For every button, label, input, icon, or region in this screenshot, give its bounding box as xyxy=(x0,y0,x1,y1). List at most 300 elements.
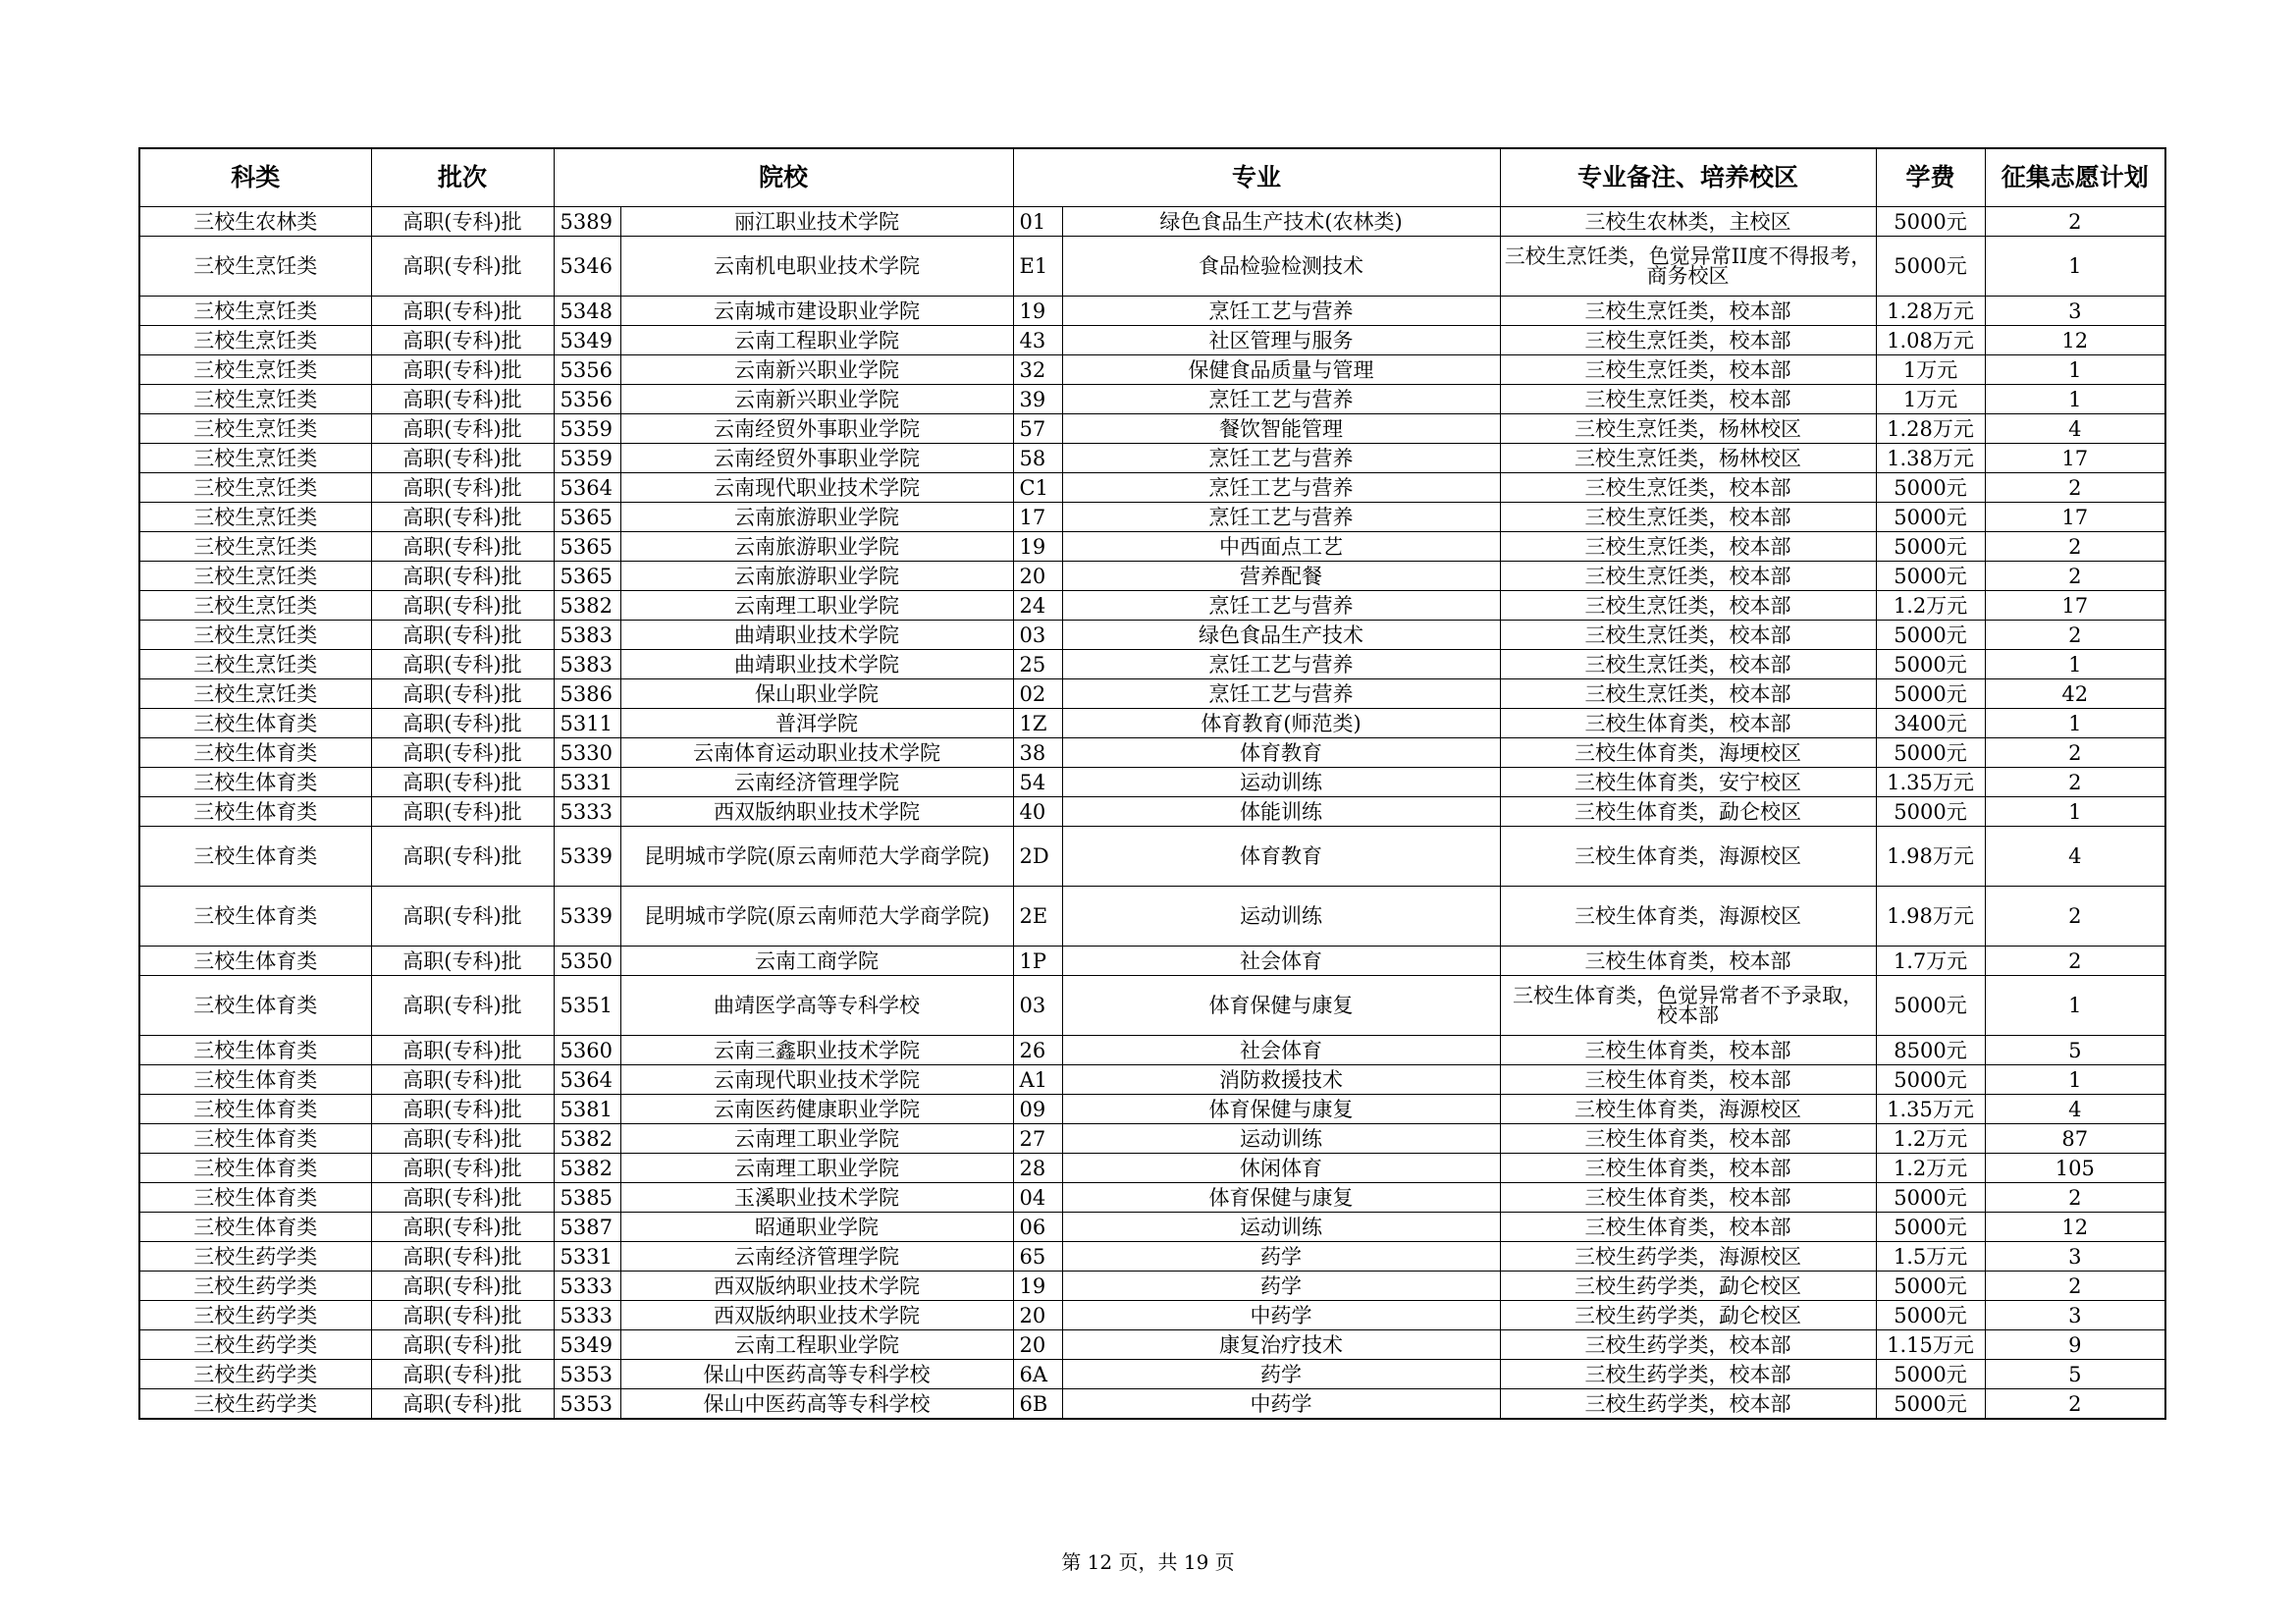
cell-school: 云南经贸外事职业学院 xyxy=(620,414,1013,444)
cell-school: 曲靖医学高等专科学校 xyxy=(620,976,1013,1036)
cell-major-code: 28 xyxy=(1013,1154,1062,1183)
cell-school: 西双版纳职业技术学院 xyxy=(620,1301,1013,1330)
cell-major: 社会体育 xyxy=(1062,1036,1500,1065)
table-row xyxy=(139,297,2165,326)
table-row xyxy=(139,1124,2165,1154)
table-row xyxy=(139,1242,2165,1272)
cell-major-code: 38 xyxy=(1013,738,1062,768)
cell-batch: 高职(专科)批 xyxy=(371,887,554,947)
cell-school-code: 5387 xyxy=(554,1213,620,1242)
cell-fee: 1万元 xyxy=(1876,385,1985,414)
cell-major-code: 20 xyxy=(1013,1330,1062,1360)
cell-note: 三校生烹饪类，校本部 xyxy=(1500,532,1876,562)
cell-major: 绿色食品生产技术(农林类) xyxy=(1062,207,1500,237)
table-row xyxy=(139,1389,2165,1420)
cell-note: 三校生体育类，海埂校区 xyxy=(1500,738,1876,768)
cell-major: 体育保健与康复 xyxy=(1062,1095,1500,1124)
cell-batch: 高职(专科)批 xyxy=(371,738,554,768)
table-row xyxy=(139,679,2165,709)
cell-school: 普洱学院 xyxy=(620,709,1013,738)
cell-major: 食品检验检测技术 xyxy=(1062,237,1500,297)
cell-batch: 高职(专科)批 xyxy=(371,797,554,827)
cell-school: 云南经贸外事职业学院 xyxy=(620,444,1013,473)
cell-plan: 1 xyxy=(1985,355,2165,385)
cell-school: 云南理工职业学院 xyxy=(620,591,1013,621)
cell-note: 三校生烹饪类，杨林校区 xyxy=(1500,444,1876,473)
table-row xyxy=(139,473,2165,503)
cell-major-code: 20 xyxy=(1013,562,1062,591)
cell-fee: 5000元 xyxy=(1876,650,1985,679)
cell-plan: 4 xyxy=(1985,1095,2165,1124)
header-fee: 学费 xyxy=(1876,148,1985,207)
cell-school-code: 5330 xyxy=(554,738,620,768)
cell-note: 三校生烹饪类，校本部 xyxy=(1500,679,1876,709)
cell-school-code: 5346 xyxy=(554,237,620,297)
cell-note: 三校生体育类，校本部 xyxy=(1500,709,1876,738)
cell-plan: 1 xyxy=(1985,650,2165,679)
cell-major: 烹饪工艺与营养 xyxy=(1062,444,1500,473)
cell-school-code: 5349 xyxy=(554,326,620,355)
header-plan: 征集志愿计划 xyxy=(1985,148,2165,207)
cell-school: 昆明城市学院(原云南师范大学商学院) xyxy=(620,887,1013,947)
cell-plan: 1 xyxy=(1985,237,2165,297)
cell-major: 烹饪工艺与营养 xyxy=(1062,385,1500,414)
cell-batch: 高职(专科)批 xyxy=(371,326,554,355)
cell-fee: 1.5万元 xyxy=(1876,1242,1985,1272)
cell-major-code: 20 xyxy=(1013,1301,1062,1330)
cell-major-code: 03 xyxy=(1013,976,1062,1036)
header-batch: 批次 xyxy=(371,148,554,207)
cell-major-code: 02 xyxy=(1013,679,1062,709)
cell-school-code: 5311 xyxy=(554,709,620,738)
header-major: 专业 xyxy=(1013,148,1500,207)
cell-school: 云南新兴职业学院 xyxy=(620,355,1013,385)
cell-major-code: 1P xyxy=(1013,947,1062,976)
cell-school-code: 5353 xyxy=(554,1360,620,1389)
cell-major-code: E1 xyxy=(1013,237,1062,297)
cell-note: 三校生体育类，校本部 xyxy=(1500,1183,1876,1213)
cell-plan: 2 xyxy=(1985,621,2165,650)
cell-category: 三校生体育类 xyxy=(139,1036,371,1065)
cell-plan: 5 xyxy=(1985,1360,2165,1389)
cell-fee: 5000元 xyxy=(1876,679,1985,709)
cell-major-code: 01 xyxy=(1013,207,1062,237)
cell-fee: 1万元 xyxy=(1876,355,1985,385)
cell-major: 烹饪工艺与营养 xyxy=(1062,679,1500,709)
cell-batch: 高职(专科)批 xyxy=(371,1154,554,1183)
cell-category: 三校生烹饪类 xyxy=(139,650,371,679)
cell-major-code: 04 xyxy=(1013,1183,1062,1213)
cell-major: 运动训练 xyxy=(1062,887,1500,947)
table-row xyxy=(139,650,2165,679)
cell-note: 三校生烹饪类，校本部 xyxy=(1500,385,1876,414)
cell-plan: 2 xyxy=(1985,1389,2165,1420)
cell-category: 三校生烹饪类 xyxy=(139,679,371,709)
cell-major-code: 24 xyxy=(1013,591,1062,621)
cell-school-code: 5356 xyxy=(554,355,620,385)
cell-school: 曲靖职业技术学院 xyxy=(620,650,1013,679)
cell-major: 烹饪工艺与营养 xyxy=(1062,473,1500,503)
cell-school: 云南理工职业学院 xyxy=(620,1124,1013,1154)
cell-major-code: 17 xyxy=(1013,503,1062,532)
admission-plan-table xyxy=(138,147,2166,1420)
cell-batch: 高职(专科)批 xyxy=(371,503,554,532)
cell-major-code: 43 xyxy=(1013,326,1062,355)
cell-major: 休闲体育 xyxy=(1062,1154,1500,1183)
cell-school: 云南现代职业技术学院 xyxy=(620,473,1013,503)
cell-school-code: 5382 xyxy=(554,1154,620,1183)
table-row xyxy=(139,947,2165,976)
cell-note: 三校生烹饪类，校本部 xyxy=(1500,355,1876,385)
cell-category: 三校生药学类 xyxy=(139,1330,371,1360)
cell-major: 体育保健与康复 xyxy=(1062,976,1500,1036)
cell-school-code: 5339 xyxy=(554,827,620,887)
cell-plan: 4 xyxy=(1985,827,2165,887)
cell-category: 三校生体育类 xyxy=(139,1154,371,1183)
cell-plan: 17 xyxy=(1985,444,2165,473)
cell-batch: 高职(专科)批 xyxy=(371,385,554,414)
cell-fee: 1.15万元 xyxy=(1876,1330,1985,1360)
cell-category: 三校生药学类 xyxy=(139,1242,371,1272)
cell-plan: 1 xyxy=(1985,797,2165,827)
cell-major: 烹饪工艺与营养 xyxy=(1062,650,1500,679)
cell-fee: 8500元 xyxy=(1876,1036,1985,1065)
cell-category: 三校生药学类 xyxy=(139,1272,371,1301)
cell-fee: 5000元 xyxy=(1876,207,1985,237)
cell-major-code: 57 xyxy=(1013,414,1062,444)
cell-school: 西双版纳职业技术学院 xyxy=(620,797,1013,827)
cell-major: 消防救援技术 xyxy=(1062,1065,1500,1095)
cell-category: 三校生烹饪类 xyxy=(139,297,371,326)
cell-major-code: 06 xyxy=(1013,1213,1062,1242)
cell-batch: 高职(专科)批 xyxy=(371,679,554,709)
cell-note: 三校生烹饪类，校本部 xyxy=(1500,473,1876,503)
cell-major: 药学 xyxy=(1062,1360,1500,1389)
table-row xyxy=(139,797,2165,827)
cell-category: 三校生农林类 xyxy=(139,207,371,237)
cell-batch: 高职(专科)批 xyxy=(371,709,554,738)
cell-major-code: 6A xyxy=(1013,1360,1062,1389)
page-footer: 第 12 页，共 19 页 xyxy=(1061,1550,1235,1574)
cell-school-code: 5365 xyxy=(554,532,620,562)
cell-category: 三校生烹饪类 xyxy=(139,414,371,444)
cell-school-code: 5333 xyxy=(554,797,620,827)
cell-school-code: 5333 xyxy=(554,1301,620,1330)
cell-note: 三校生烹饪类，校本部 xyxy=(1500,503,1876,532)
cell-major-code: 65 xyxy=(1013,1242,1062,1272)
cell-major: 中西面点工艺 xyxy=(1062,532,1500,562)
header-school: 院校 xyxy=(554,148,1013,207)
cell-category: 三校生烹饪类 xyxy=(139,237,371,297)
cell-major: 中药学 xyxy=(1062,1389,1500,1420)
cell-major: 绿色食品生产技术 xyxy=(1062,621,1500,650)
cell-note: 三校生体育类，校本部 xyxy=(1500,1036,1876,1065)
cell-major: 餐饮智能管理 xyxy=(1062,414,1500,444)
cell-category: 三校生体育类 xyxy=(139,887,371,947)
cell-category: 三校生体育类 xyxy=(139,827,371,887)
cell-major: 运动训练 xyxy=(1062,1124,1500,1154)
cell-school: 昆明城市学院(原云南师范大学商学院) xyxy=(620,827,1013,887)
cell-note: 三校生烹饪类，校本部 xyxy=(1500,650,1876,679)
table-row xyxy=(139,1360,2165,1389)
cell-school-code: 5350 xyxy=(554,947,620,976)
cell-school: 云南城市建设职业学院 xyxy=(620,297,1013,326)
cell-major-code: 2E xyxy=(1013,887,1062,947)
cell-plan: 17 xyxy=(1985,591,2165,621)
table-row xyxy=(139,1065,2165,1095)
cell-fee: 5000元 xyxy=(1876,976,1985,1036)
table-row xyxy=(139,562,2165,591)
cell-plan: 2 xyxy=(1985,532,2165,562)
cell-category: 三校生烹饪类 xyxy=(139,532,371,562)
table-row xyxy=(139,768,2165,797)
cell-plan: 12 xyxy=(1985,1213,2165,1242)
cell-school-code: 5385 xyxy=(554,1183,620,1213)
table-row xyxy=(139,326,2165,355)
cell-fee: 5000元 xyxy=(1876,562,1985,591)
cell-school: 玉溪职业技术学院 xyxy=(620,1183,1013,1213)
table-row xyxy=(139,709,2165,738)
table-row xyxy=(139,355,2165,385)
cell-school: 云南经济管理学院 xyxy=(620,1242,1013,1272)
cell-category: 三校生烹饪类 xyxy=(139,326,371,355)
cell-note: 三校生药学类，勐仑校区 xyxy=(1500,1272,1876,1301)
table-row xyxy=(139,237,2165,297)
cell-school: 云南三鑫职业技术学院 xyxy=(620,1036,1013,1065)
cell-batch: 高职(专科)批 xyxy=(371,1389,554,1420)
cell-fee: 5000元 xyxy=(1876,1272,1985,1301)
cell-note: 三校生体育类，色觉异常者不予录取，校本部 xyxy=(1500,976,1876,1036)
cell-batch: 高职(专科)批 xyxy=(371,1360,554,1389)
cell-fee: 5000元 xyxy=(1876,1360,1985,1389)
cell-category: 三校生药学类 xyxy=(139,1360,371,1389)
cell-category: 三校生体育类 xyxy=(139,1095,371,1124)
cell-category: 三校生烹饪类 xyxy=(139,591,371,621)
cell-batch: 高职(专科)批 xyxy=(371,947,554,976)
cell-batch: 高职(专科)批 xyxy=(371,473,554,503)
cell-fee: 1.28万元 xyxy=(1876,297,1985,326)
cell-school-code: 5353 xyxy=(554,1389,620,1420)
cell-major: 体育教育 xyxy=(1062,738,1500,768)
cell-school-code: 5382 xyxy=(554,1124,620,1154)
cell-fee: 1.38万元 xyxy=(1876,444,1985,473)
cell-school-code: 5365 xyxy=(554,503,620,532)
cell-school-code: 5359 xyxy=(554,444,620,473)
cell-fee: 5000元 xyxy=(1876,797,1985,827)
cell-plan: 2 xyxy=(1985,207,2165,237)
cell-plan: 3 xyxy=(1985,1301,2165,1330)
cell-note: 三校生烹饪类，校本部 xyxy=(1500,326,1876,355)
cell-major-code: 19 xyxy=(1013,532,1062,562)
cell-fee: 1.35万元 xyxy=(1876,768,1985,797)
cell-school-code: 5331 xyxy=(554,768,620,797)
cell-category: 三校生烹饪类 xyxy=(139,355,371,385)
cell-note: 三校生烹饪类，校本部 xyxy=(1500,297,1876,326)
cell-category: 三校生体育类 xyxy=(139,1213,371,1242)
cell-plan: 2 xyxy=(1985,562,2165,591)
cell-note: 三校生药学类，校本部 xyxy=(1500,1389,1876,1420)
cell-batch: 高职(专科)批 xyxy=(371,1036,554,1065)
cell-note: 三校生体育类，校本部 xyxy=(1500,1213,1876,1242)
cell-category: 三校生烹饪类 xyxy=(139,444,371,473)
table-header-row xyxy=(139,148,2165,207)
cell-major: 体育教育 xyxy=(1062,827,1500,887)
cell-school-code: 5331 xyxy=(554,1242,620,1272)
cell-school: 云南理工职业学院 xyxy=(620,1154,1013,1183)
cell-school-code: 5383 xyxy=(554,621,620,650)
cell-batch: 高职(专科)批 xyxy=(371,621,554,650)
cell-major-code: 03 xyxy=(1013,621,1062,650)
cell-major: 体育保健与康复 xyxy=(1062,1183,1500,1213)
table-row xyxy=(139,976,2165,1036)
cell-batch: 高职(专科)批 xyxy=(371,444,554,473)
cell-plan: 9 xyxy=(1985,1330,2165,1360)
header-note: 专业备注、培养校区 xyxy=(1500,148,1876,207)
cell-category: 三校生体育类 xyxy=(139,1124,371,1154)
cell-note: 三校生体育类，校本部 xyxy=(1500,1124,1876,1154)
table-row xyxy=(139,1301,2165,1330)
cell-school: 云南旅游职业学院 xyxy=(620,503,1013,532)
cell-note: 三校生烹饪类，校本部 xyxy=(1500,562,1876,591)
cell-batch: 高职(专科)批 xyxy=(371,207,554,237)
cell-school: 曲靖职业技术学院 xyxy=(620,621,1013,650)
cell-major-code: 54 xyxy=(1013,768,1062,797)
cell-note: 三校生烹饪类，杨林校区 xyxy=(1500,414,1876,444)
cell-plan: 105 xyxy=(1985,1154,2165,1183)
cell-category: 三校生烹饪类 xyxy=(139,621,371,650)
cell-batch: 高职(专科)批 xyxy=(371,1065,554,1095)
cell-school-code: 5365 xyxy=(554,562,620,591)
cell-plan: 3 xyxy=(1985,297,2165,326)
cell-major: 营养配餐 xyxy=(1062,562,1500,591)
cell-school-code: 5364 xyxy=(554,473,620,503)
cell-category: 三校生体育类 xyxy=(139,947,371,976)
cell-batch: 高职(专科)批 xyxy=(371,1301,554,1330)
cell-major: 药学 xyxy=(1062,1242,1500,1272)
cell-note: 三校生药学类，海源校区 xyxy=(1500,1242,1876,1272)
cell-fee: 5000元 xyxy=(1876,503,1985,532)
cell-batch: 高职(专科)批 xyxy=(371,827,554,887)
cell-school: 云南旅游职业学院 xyxy=(620,562,1013,591)
cell-note: 三校生药学类，校本部 xyxy=(1500,1330,1876,1360)
cell-note: 三校生农林类，主校区 xyxy=(1500,207,1876,237)
cell-batch: 高职(专科)批 xyxy=(371,1330,554,1360)
cell-major-code: 19 xyxy=(1013,1272,1062,1301)
cell-batch: 高职(专科)批 xyxy=(371,1242,554,1272)
cell-fee: 1.28万元 xyxy=(1876,414,1985,444)
cell-school: 云南机电职业技术学院 xyxy=(620,237,1013,297)
cell-note: 三校生体育类，勐仑校区 xyxy=(1500,797,1876,827)
cell-fee: 1.2万元 xyxy=(1876,1154,1985,1183)
cell-note: 三校生药学类，勐仑校区 xyxy=(1500,1301,1876,1330)
cell-major-code: 32 xyxy=(1013,355,1062,385)
cell-category: 三校生体育类 xyxy=(139,709,371,738)
table-row xyxy=(139,591,2165,621)
table-row xyxy=(139,1183,2165,1213)
cell-school: 云南新兴职业学院 xyxy=(620,385,1013,414)
cell-major: 社会体育 xyxy=(1062,947,1500,976)
cell-category: 三校生烹饪类 xyxy=(139,562,371,591)
cell-fee: 1.08万元 xyxy=(1876,326,1985,355)
table-row xyxy=(139,207,2165,237)
cell-major: 体育教育(师范类) xyxy=(1062,709,1500,738)
cell-plan: 2 xyxy=(1985,738,2165,768)
cell-major-code: 2D xyxy=(1013,827,1062,887)
cell-major-code: 6B xyxy=(1013,1389,1062,1420)
cell-fee: 5000元 xyxy=(1876,1301,1985,1330)
table-row xyxy=(139,385,2165,414)
cell-school: 保山中医药高等专科学校 xyxy=(620,1360,1013,1389)
cell-plan: 1 xyxy=(1985,385,2165,414)
cell-category: 三校生体育类 xyxy=(139,768,371,797)
cell-fee: 1.2万元 xyxy=(1876,1124,1985,1154)
cell-plan: 2 xyxy=(1985,1272,2165,1301)
cell-school: 云南工程职业学院 xyxy=(620,1330,1013,1360)
cell-batch: 高职(专科)批 xyxy=(371,1213,554,1242)
cell-school-code: 5382 xyxy=(554,591,620,621)
cell-major: 药学 xyxy=(1062,1272,1500,1301)
cell-note: 三校生体育类，安宁校区 xyxy=(1500,768,1876,797)
cell-category: 三校生药学类 xyxy=(139,1301,371,1330)
cell-major-code: 09 xyxy=(1013,1095,1062,1124)
table-row xyxy=(139,1154,2165,1183)
cell-batch: 高职(专科)批 xyxy=(371,297,554,326)
cell-fee: 5000元 xyxy=(1876,473,1985,503)
cell-category: 三校生体育类 xyxy=(139,1065,371,1095)
cell-school-code: 5348 xyxy=(554,297,620,326)
cell-major: 运动训练 xyxy=(1062,1213,1500,1242)
cell-plan: 42 xyxy=(1985,679,2165,709)
cell-batch: 高职(专科)批 xyxy=(371,562,554,591)
cell-school: 西双版纳职业技术学院 xyxy=(620,1272,1013,1301)
cell-major: 康复治疗技术 xyxy=(1062,1330,1500,1360)
cell-batch: 高职(专科)批 xyxy=(371,768,554,797)
cell-fee: 1.2万元 xyxy=(1876,591,1985,621)
cell-batch: 高职(专科)批 xyxy=(371,976,554,1036)
cell-plan: 3 xyxy=(1985,1242,2165,1272)
cell-school-code: 5351 xyxy=(554,976,620,1036)
cell-fee: 5000元 xyxy=(1876,1065,1985,1095)
cell-school-code: 5333 xyxy=(554,1272,620,1301)
cell-batch: 高职(专科)批 xyxy=(371,532,554,562)
table-row xyxy=(139,1095,2165,1124)
cell-major-code: 26 xyxy=(1013,1036,1062,1065)
cell-school: 云南现代职业技术学院 xyxy=(620,1065,1013,1095)
cell-school-code: 5349 xyxy=(554,1330,620,1360)
cell-plan: 2 xyxy=(1985,887,2165,947)
cell-category: 三校生烹饪类 xyxy=(139,385,371,414)
cell-major: 烹饪工艺与营养 xyxy=(1062,591,1500,621)
cell-plan: 12 xyxy=(1985,326,2165,355)
cell-major-code: 1Z xyxy=(1013,709,1062,738)
table-row xyxy=(139,738,2165,768)
cell-plan: 2 xyxy=(1985,1183,2165,1213)
cell-major-code: C1 xyxy=(1013,473,1062,503)
cell-school: 云南医药健康职业学院 xyxy=(620,1095,1013,1124)
cell-note: 三校生烹饪类，色觉异常II度不得报考，商务校区 xyxy=(1500,237,1876,297)
cell-fee: 5000元 xyxy=(1876,532,1985,562)
table-row xyxy=(139,532,2165,562)
cell-major: 社区管理与服务 xyxy=(1062,326,1500,355)
cell-batch: 高职(专科)批 xyxy=(371,1183,554,1213)
cell-note: 三校生体育类，校本部 xyxy=(1500,947,1876,976)
table-row xyxy=(139,503,2165,532)
cell-plan: 2 xyxy=(1985,947,2165,976)
cell-plan: 1 xyxy=(1985,709,2165,738)
cell-category: 三校生体育类 xyxy=(139,976,371,1036)
cell-fee: 5000元 xyxy=(1876,1389,1985,1420)
cell-batch: 高职(专科)批 xyxy=(371,1095,554,1124)
